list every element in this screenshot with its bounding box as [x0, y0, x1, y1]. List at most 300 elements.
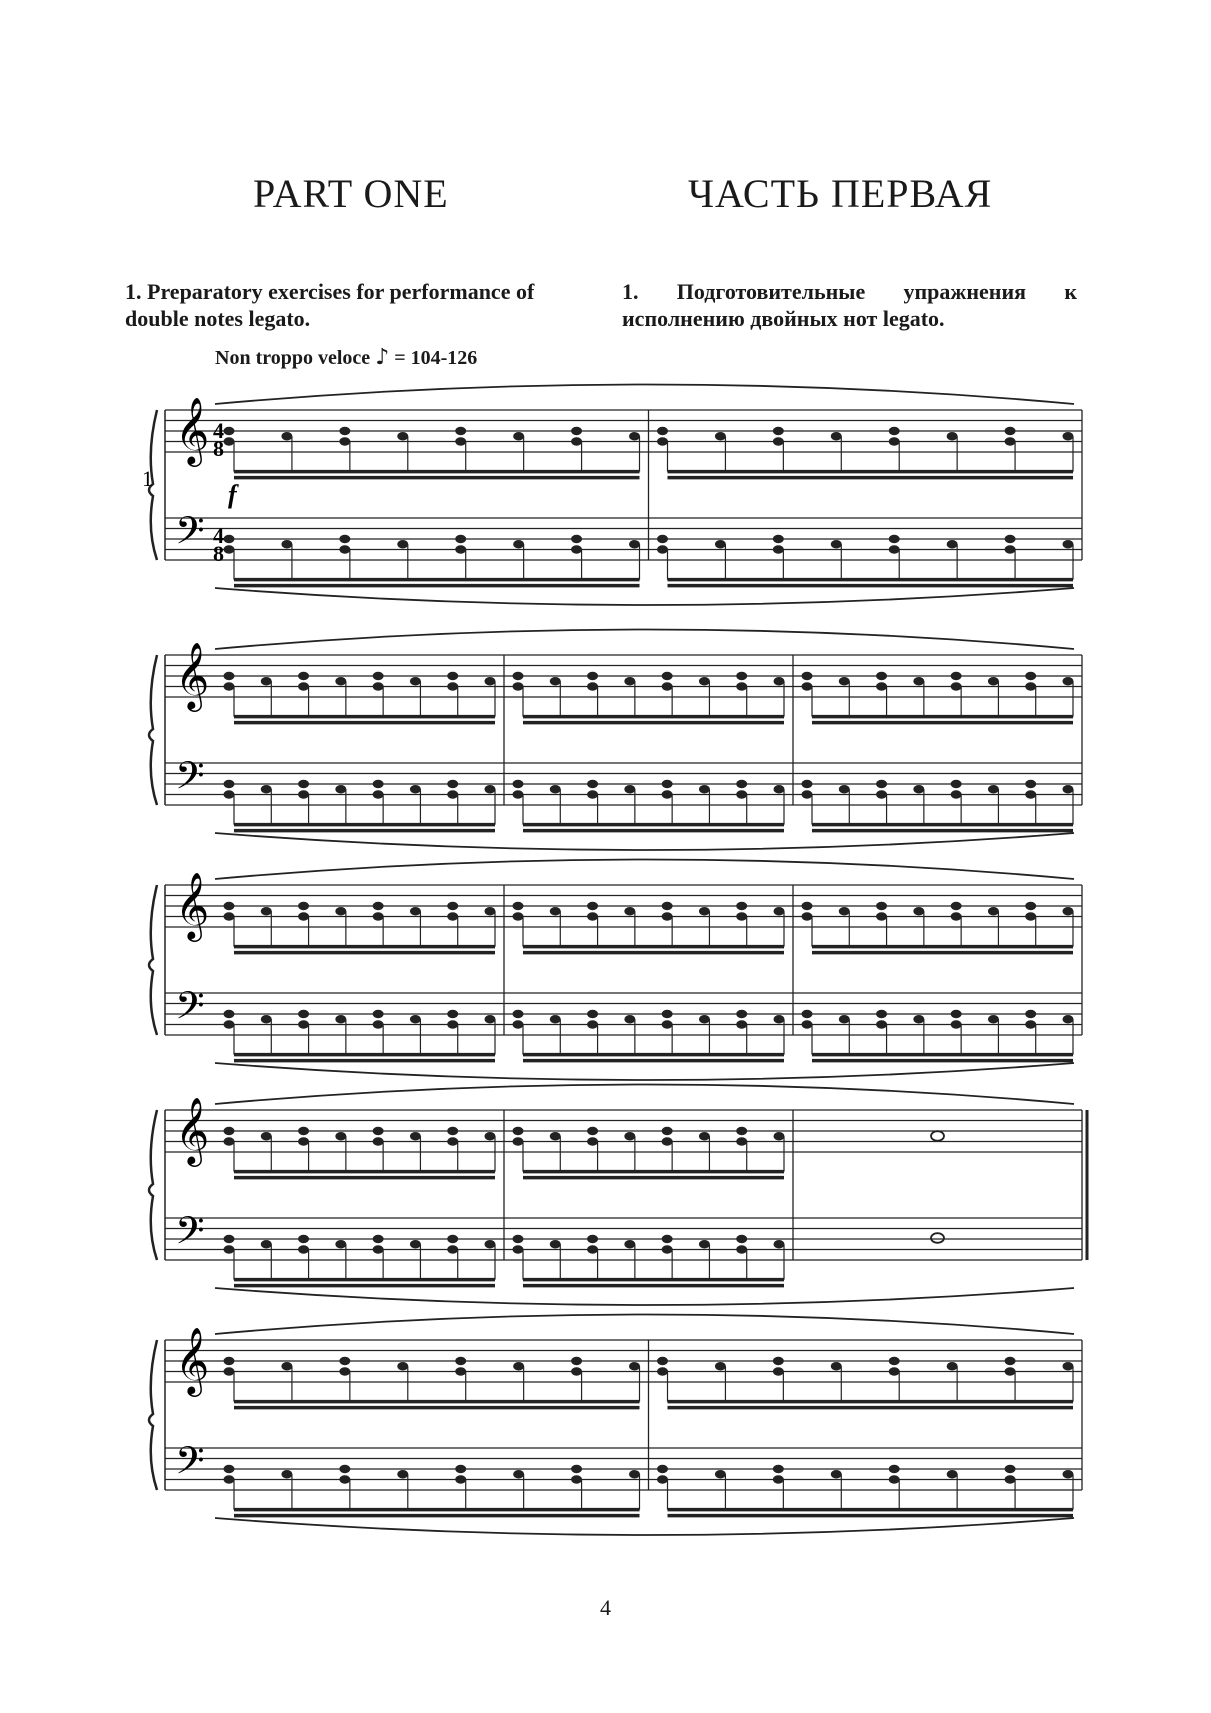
- note-head: [447, 1137, 458, 1145]
- note-head: [831, 432, 842, 440]
- note-head: [455, 1367, 466, 1375]
- note-head: [224, 1137, 235, 1145]
- note-head: [339, 535, 350, 543]
- note-head: [773, 1465, 784, 1473]
- note-head: [1063, 432, 1074, 440]
- note-head: [839, 677, 850, 685]
- note-head: [281, 1362, 292, 1370]
- note-head: [373, 1010, 384, 1018]
- note-head: [876, 780, 887, 788]
- slur: [215, 1518, 1074, 1535]
- note-head: [736, 780, 747, 788]
- note-head: [339, 545, 350, 553]
- note-head: [397, 1362, 408, 1370]
- brace-icon: [149, 1340, 157, 1490]
- page-number: 4: [600, 1595, 611, 1620]
- note-head: [513, 790, 524, 798]
- brace-icon: [149, 885, 157, 1035]
- note-head: [224, 672, 235, 680]
- note-head: [485, 1015, 496, 1023]
- note-head: [410, 1015, 421, 1023]
- note-head: [513, 1245, 524, 1253]
- note-head: [624, 677, 635, 685]
- note-head: [657, 1475, 668, 1483]
- note-head: [281, 1470, 292, 1478]
- exercise-number: 1: [142, 466, 153, 491]
- note-head: [550, 1132, 561, 1140]
- section-subtitle-english: 1. Preparatory exercises for performance of double notes legato.: [125, 279, 535, 331]
- note-head: [550, 677, 561, 685]
- half-note: [931, 1233, 944, 1243]
- note-head: [662, 1137, 673, 1145]
- note-head: [373, 672, 384, 680]
- note-head: [736, 682, 747, 690]
- note-head: [736, 790, 747, 798]
- note-head: [736, 1137, 747, 1145]
- note-head: [513, 1137, 524, 1145]
- note-head: [1005, 1465, 1016, 1473]
- note-head: [571, 545, 582, 553]
- note-head: [876, 1020, 887, 1028]
- note-head: [455, 1357, 466, 1365]
- note-head: [455, 1465, 466, 1473]
- note-head: [1005, 1357, 1016, 1365]
- note-head: [571, 1367, 582, 1375]
- note-head: [261, 1240, 272, 1248]
- note-head: [951, 780, 962, 788]
- note-head: [657, 427, 668, 435]
- note-head: [224, 902, 235, 910]
- note-head: [455, 545, 466, 553]
- note-head: [447, 780, 458, 788]
- note-head: [802, 780, 813, 788]
- note-head: [715, 540, 726, 548]
- note-head: [224, 535, 235, 543]
- brace-icon: [149, 1110, 157, 1260]
- note-head: [335, 1240, 346, 1248]
- time-signature-upper-bass: 4: [213, 523, 224, 548]
- note-head: [657, 1465, 668, 1473]
- note-head: [839, 907, 850, 915]
- slur: [215, 1288, 1074, 1305]
- note-head: [889, 427, 900, 435]
- note-head: [802, 912, 813, 920]
- note-head: [876, 682, 887, 690]
- note-head: [339, 1465, 350, 1473]
- note-head: [736, 1235, 747, 1243]
- note-head: [662, 1010, 673, 1018]
- time-signature-upper-treble: 4: [213, 418, 224, 443]
- part-title-english: PART ONE: [253, 171, 449, 216]
- note-head: [889, 437, 900, 445]
- note-head: [281, 432, 292, 440]
- note-head: [447, 790, 458, 798]
- note-head: [298, 682, 309, 690]
- note-head: [839, 785, 850, 793]
- note-head: [802, 1010, 813, 1018]
- note-head: [773, 427, 784, 435]
- note-head: [224, 1475, 235, 1483]
- note-head: [373, 1127, 384, 1135]
- note-head: [736, 1010, 747, 1018]
- note-head: [1025, 1010, 1036, 1018]
- note-head: [298, 1245, 309, 1253]
- time-signature-lower-treble: 8: [213, 436, 224, 461]
- note-head: [715, 432, 726, 440]
- note-head: [513, 1010, 524, 1018]
- note-head: [657, 535, 668, 543]
- note-head: [335, 785, 346, 793]
- note-head: [224, 1357, 235, 1365]
- note-head: [839, 1015, 850, 1023]
- note-head: [774, 1240, 785, 1248]
- note-head: [1005, 1367, 1016, 1375]
- note-head: [699, 1132, 710, 1140]
- note-head: [455, 437, 466, 445]
- note-head: [736, 672, 747, 680]
- note-head: [224, 1367, 235, 1375]
- note-head: [1063, 785, 1074, 793]
- note-head: [261, 1015, 272, 1023]
- note-head: [261, 1132, 272, 1140]
- section-subtitle-russian: 1. Подготовительные упражнения к исполнению двойных нот legato.: [622, 279, 1077, 331]
- note-head: [657, 437, 668, 445]
- note-head: [339, 437, 350, 445]
- note-head: [1025, 790, 1036, 798]
- note-head: [298, 672, 309, 680]
- note-head: [736, 1020, 747, 1028]
- note-head: [876, 790, 887, 798]
- metronome-value: = 104-126: [394, 347, 478, 369]
- treble-clef-icon: 𝄞: [175, 398, 210, 463]
- note-head: [736, 902, 747, 910]
- note-head: [447, 902, 458, 910]
- note-head: [773, 1475, 784, 1483]
- note-head: [298, 1020, 309, 1028]
- note-head: [774, 1015, 785, 1023]
- note-head: [513, 1020, 524, 1028]
- slur: [215, 630, 1074, 650]
- note-head: [773, 1367, 784, 1375]
- note-head: [397, 540, 408, 548]
- note-head: [802, 1020, 813, 1028]
- note-head: [587, 1020, 598, 1028]
- note-head: [397, 1470, 408, 1478]
- note-head: [876, 1010, 887, 1018]
- note-head: [699, 907, 710, 915]
- note-head: [1063, 540, 1074, 548]
- note-head: [736, 1245, 747, 1253]
- part-title-russian: ЧАСТЬ ПЕРВАЯ: [688, 171, 993, 216]
- note-head: [447, 682, 458, 690]
- bass-clef-icon: 𝄢: [175, 1440, 205, 1491]
- slur: [215, 833, 1074, 850]
- note-head: [335, 1132, 346, 1140]
- note-head: [913, 785, 924, 793]
- eighth-note-icon: ♪: [375, 345, 390, 370]
- note-head: [876, 902, 887, 910]
- note-head: [699, 1015, 710, 1023]
- note-head: [485, 907, 496, 915]
- note-head: [513, 672, 524, 680]
- note-head: [224, 545, 235, 553]
- slur: [215, 1085, 1074, 1105]
- note-head: [913, 907, 924, 915]
- note-head: [773, 1357, 784, 1365]
- note-head: [662, 682, 673, 690]
- note-head: [485, 1240, 496, 1248]
- note-head: [224, 427, 235, 435]
- note-head: [1005, 437, 1016, 445]
- note-head: [699, 677, 710, 685]
- note-head: [373, 790, 384, 798]
- note-head: [774, 907, 785, 915]
- bass-clef-icon: 𝄢: [175, 510, 205, 561]
- note-head: [988, 785, 999, 793]
- note-head: [513, 432, 524, 440]
- note-head: [298, 790, 309, 798]
- note-head: [662, 672, 673, 680]
- note-head: [373, 902, 384, 910]
- note-head: [947, 540, 958, 548]
- note-head: [587, 790, 598, 798]
- note-head: [1005, 1475, 1016, 1483]
- note-head: [587, 1235, 598, 1243]
- note-head: [889, 1475, 900, 1483]
- note-head: [410, 907, 421, 915]
- note-head: [224, 1127, 235, 1135]
- note-head: [571, 1465, 582, 1473]
- note-head: [889, 1367, 900, 1375]
- note-head: [913, 1015, 924, 1023]
- note-head: [455, 1475, 466, 1483]
- slur: [215, 860, 1074, 880]
- note-head: [224, 912, 235, 920]
- note-head: [1005, 535, 1016, 543]
- note-head: [662, 780, 673, 788]
- note-head: [571, 427, 582, 435]
- note-head: [876, 672, 887, 680]
- note-head: [1025, 780, 1036, 788]
- note-head: [629, 1362, 640, 1370]
- note-head: [447, 1020, 458, 1028]
- note-head: [339, 427, 350, 435]
- note-head: [951, 672, 962, 680]
- note-head: [1005, 545, 1016, 553]
- note-head: [261, 785, 272, 793]
- note-head: [774, 677, 785, 685]
- note-head: [629, 1470, 640, 1478]
- note-head: [339, 1357, 350, 1365]
- note-head: [373, 912, 384, 920]
- note-head: [410, 1132, 421, 1140]
- note-head: [513, 780, 524, 788]
- note-head: [715, 1470, 726, 1478]
- note-head: [224, 1010, 235, 1018]
- note-head: [951, 902, 962, 910]
- note-head: [889, 535, 900, 543]
- note-head: [298, 1127, 309, 1135]
- note-head: [455, 535, 466, 543]
- note-head: [335, 677, 346, 685]
- note-head: [699, 1240, 710, 1248]
- note-head: [373, 1245, 384, 1253]
- note-head: [624, 785, 635, 793]
- note-head: [951, 790, 962, 798]
- note-head: [587, 1245, 598, 1253]
- note-head: [447, 1245, 458, 1253]
- note-head: [587, 1137, 598, 1145]
- treble-clef-icon: 𝄞: [175, 643, 210, 708]
- note-head: [662, 912, 673, 920]
- note-head: [1025, 1020, 1036, 1028]
- note-head: [988, 1015, 999, 1023]
- note-head: [699, 785, 710, 793]
- note-head: [951, 682, 962, 690]
- note-head: [224, 437, 235, 445]
- note-head: [889, 545, 900, 553]
- note-head: [951, 912, 962, 920]
- note-head: [335, 1015, 346, 1023]
- bass-clef-icon: 𝄢: [175, 755, 205, 806]
- note-head: [657, 1367, 668, 1375]
- note-head: [1063, 907, 1074, 915]
- note-head: [513, 1470, 524, 1478]
- note-head: [774, 1132, 785, 1140]
- note-head: [373, 780, 384, 788]
- note-head: [587, 902, 598, 910]
- note-head: [298, 902, 309, 910]
- note-head: [298, 912, 309, 920]
- note-head: [261, 677, 272, 685]
- note-head: [298, 1010, 309, 1018]
- note-head: [831, 1362, 842, 1370]
- note-head: [298, 780, 309, 788]
- note-head: [736, 1127, 747, 1135]
- note-head: [571, 1475, 582, 1483]
- note-head: [261, 907, 272, 915]
- note-head: [802, 672, 813, 680]
- time-signature-lower-bass: 8: [213, 541, 224, 566]
- note-head: [513, 1127, 524, 1135]
- note-head: [335, 907, 346, 915]
- note-head: [373, 1020, 384, 1028]
- note-head: [587, 1127, 598, 1135]
- note-head: [485, 1132, 496, 1140]
- note-head: [802, 682, 813, 690]
- note-head: [373, 1235, 384, 1243]
- note-head: [373, 1137, 384, 1145]
- half-note: [931, 1131, 944, 1141]
- note-head: [802, 790, 813, 798]
- note-head: [736, 912, 747, 920]
- note-head: [587, 912, 598, 920]
- note-head: [513, 682, 524, 690]
- note-head: [513, 912, 524, 920]
- note-head: [298, 1235, 309, 1243]
- note-head: [1025, 902, 1036, 910]
- note-head: [951, 1020, 962, 1028]
- note-head: [662, 902, 673, 910]
- note-head: [447, 672, 458, 680]
- slur: [215, 1315, 1074, 1335]
- note-head: [455, 427, 466, 435]
- note-head: [774, 785, 785, 793]
- note-head: [410, 677, 421, 685]
- note-head: [1025, 672, 1036, 680]
- slur: [215, 588, 1074, 605]
- note-head: [1025, 912, 1036, 920]
- brace-icon: [149, 655, 157, 805]
- note-head: [1063, 1362, 1074, 1370]
- note-head: [1063, 1015, 1074, 1023]
- note-head: [587, 682, 598, 690]
- bass-clef-icon: 𝄢: [175, 985, 205, 1036]
- note-head: [624, 1015, 635, 1023]
- note-head: [662, 1020, 673, 1028]
- note-head: [571, 437, 582, 445]
- note-head: [447, 912, 458, 920]
- note-head: [224, 1245, 235, 1253]
- note-head: [587, 1010, 598, 1018]
- slur: [215, 385, 1074, 405]
- note-head: [913, 677, 924, 685]
- note-head: [662, 1127, 673, 1135]
- note-head: [662, 1235, 673, 1243]
- note-head: [447, 1235, 458, 1243]
- note-head: [513, 1362, 524, 1370]
- note-head: [662, 790, 673, 798]
- note-head: [988, 907, 999, 915]
- score-systems: [149, 385, 1087, 1536]
- note-head: [1063, 1470, 1074, 1478]
- note-head: [410, 785, 421, 793]
- note-head: [947, 432, 958, 440]
- note-head: [410, 1240, 421, 1248]
- note-head: [831, 540, 842, 548]
- note-head: [571, 535, 582, 543]
- note-head: [513, 1235, 524, 1243]
- note-head: [550, 785, 561, 793]
- note-head: [773, 545, 784, 553]
- note-head: [715, 1362, 726, 1370]
- note-head: [1005, 427, 1016, 435]
- note-head: [485, 677, 496, 685]
- treble-clef-icon: 𝄞: [175, 873, 210, 938]
- note-head: [513, 902, 524, 910]
- note-head: [657, 545, 668, 553]
- note-head: [373, 682, 384, 690]
- note-head: [624, 907, 635, 915]
- note-head: [802, 902, 813, 910]
- note-head: [876, 912, 887, 920]
- bass-clef-icon: 𝄢: [175, 1210, 205, 1261]
- note-head: [951, 1010, 962, 1018]
- note-head: [773, 437, 784, 445]
- note-head: [550, 1240, 561, 1248]
- slur: [215, 1063, 1074, 1080]
- note-head: [298, 1137, 309, 1145]
- note-head: [397, 432, 408, 440]
- note-head: [662, 1245, 673, 1253]
- note-head: [587, 780, 598, 788]
- note-head: [629, 432, 640, 440]
- note-head: [947, 1362, 958, 1370]
- note-head: [447, 1010, 458, 1018]
- note-head: [657, 1357, 668, 1365]
- note-head: [831, 1470, 842, 1478]
- note-head: [550, 1015, 561, 1023]
